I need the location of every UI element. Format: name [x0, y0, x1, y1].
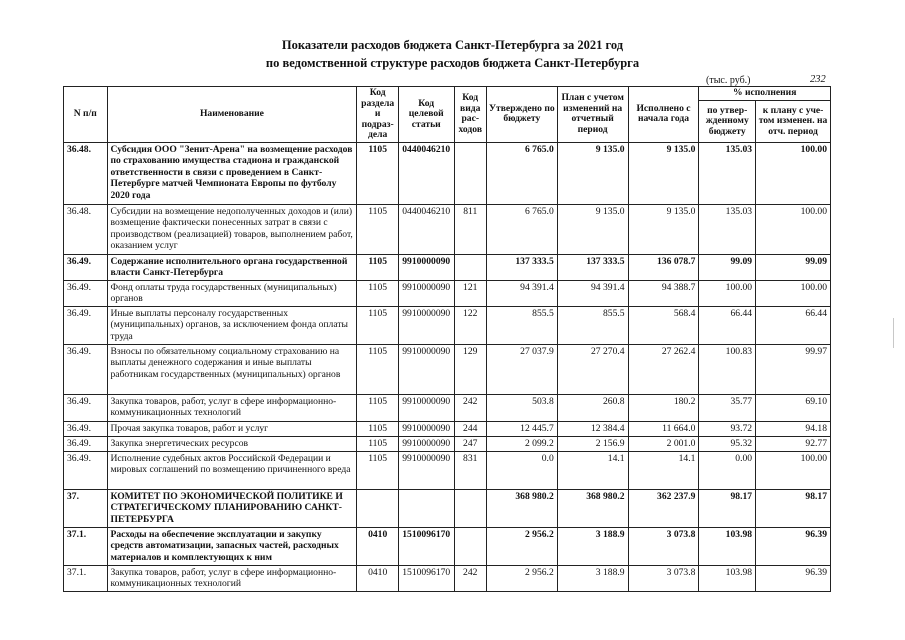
row-name: Прочая закупка товаров, работ и услуг: [107, 421, 357, 436]
row-approved: 94 391.4: [486, 280, 557, 306]
table-row: [64, 565, 831, 591]
table-row: [64, 394, 831, 421]
row-executed: 2 001.0: [628, 436, 699, 451]
row-target-code: [398, 489, 454, 527]
header-section-code: Код раздела и подраз-дела: [357, 87, 398, 143]
row-percent-approved: 135.03: [699, 204, 756, 254]
row-percent-approved: 100.00: [699, 280, 756, 306]
row-type-code: [454, 254, 486, 280]
row-percent-approved: 0.00: [699, 451, 756, 489]
row-executed: 94 388.7: [628, 280, 699, 306]
header-percent: % исполнения: [699, 87, 831, 101]
header-approved: Утверждено по бюджету: [486, 87, 557, 143]
row-number: 36.49.: [64, 280, 108, 306]
row-number: 37.: [64, 489, 108, 527]
row-section-code: 1105: [357, 436, 398, 451]
row-name: Фонд оплаты труда государственных (муниципальных) органов: [107, 280, 357, 306]
row-type-code: 129: [454, 344, 486, 394]
row-approved: 855.5: [486, 306, 557, 344]
units-label: (тыс. руб.): [706, 75, 751, 86]
row-executed: 9 135.0: [628, 204, 699, 254]
report-title-line-2: по ведомственной структуре расходов бюджета Санкт-Петербурга: [265, 56, 640, 70]
row-percent-approved: 135.03: [699, 142, 756, 204]
row-target-code: 9910000090: [398, 436, 454, 451]
row-percent-plan: 98.17: [756, 489, 831, 527]
row-percent-approved: 66.44: [699, 306, 756, 344]
row-target-code: 9910000090: [398, 451, 454, 489]
header-plan: План с учетом изменений на отчетный период: [557, 87, 628, 143]
row-approved: 2 956.2: [486, 527, 557, 565]
row-type-code: 244: [454, 421, 486, 436]
table-row: [64, 436, 831, 451]
row-target-code: 9910000090: [398, 280, 454, 306]
row-number: 36.49.: [64, 306, 108, 344]
row-name: Взносы по обязательному социальному страхованию на выплаты денежного содержания и иные выплаты работникам государственных (муниципальных) органов: [107, 344, 357, 394]
row-type-code: 121: [454, 280, 486, 306]
row-number: 36.49.: [64, 254, 108, 280]
row-percent-approved: 103.98: [699, 565, 756, 591]
row-percent-plan: 99.97: [756, 344, 831, 394]
row-section-code: 0410: [357, 565, 398, 591]
row-type-code: 247: [454, 436, 486, 451]
row-plan: 9 135.0: [557, 142, 628, 204]
row-plan: 12 384.4: [557, 421, 628, 436]
row-target-code: 9910000090: [398, 394, 454, 421]
row-name: КОМИТЕТ ПО ЭКОНОМИЧЕСКОЙ ПОЛИТИКЕ И СТРАТЕГИЧЕСКОМУ ПЛАНИРОВАНИЮ САНКТ-ПЕТЕРБУРГА: [107, 489, 357, 527]
row-target-code: 9910000090: [398, 254, 454, 280]
row-target-code: 0440046210: [398, 204, 454, 254]
row-type-code: 242: [454, 394, 486, 421]
row-percent-approved: 95.32: [699, 436, 756, 451]
row-type-code: [454, 527, 486, 565]
row-approved: 0.0: [486, 451, 557, 489]
row-target-code: 1510096170: [398, 565, 454, 591]
row-executed: 9 135.0: [628, 142, 699, 204]
table-row: [64, 142, 831, 204]
row-plan: 260.8: [557, 394, 628, 421]
header-percent-plan: к плану с уче-том изменен. на отч. период: [756, 101, 831, 142]
row-plan: 855.5: [557, 306, 628, 344]
row-approved: 2 956.2: [486, 565, 557, 591]
page-number: 232: [810, 74, 826, 85]
row-approved: 503.8: [486, 394, 557, 421]
row-number: 36.49.: [64, 344, 108, 394]
table-row: [64, 306, 831, 344]
row-section-code: 1105: [357, 344, 398, 394]
row-number: 36.49.: [64, 421, 108, 436]
row-percent-plan: 96.39: [756, 565, 831, 591]
row-percent-approved: 100.83: [699, 344, 756, 394]
row-plan: 137 333.5: [557, 254, 628, 280]
row-plan: 3 188.9: [557, 565, 628, 591]
row-executed: 3 073.8: [628, 527, 699, 565]
row-approved: 6 765.0: [486, 142, 557, 204]
row-section-code: 1105: [357, 306, 398, 344]
row-executed: 136 078.7: [628, 254, 699, 280]
row-section-code: 1105: [357, 421, 398, 436]
row-approved: 6 765.0: [486, 204, 557, 254]
table-row: [64, 527, 831, 565]
row-name: Субсидия ООО "Зенит-Арена" на возмещение расходов по страхованию имущества стадиона и гражданской ответственности в связи с проведением в Санкт-Петербурге матчей Чемпионата Европы по футболу 2020 года: [107, 142, 357, 204]
row-percent-plan: 99.09: [756, 254, 831, 280]
row-section-code: 0410: [357, 527, 398, 565]
row-executed: 180.2: [628, 394, 699, 421]
row-approved: 27 037.9: [486, 344, 557, 394]
row-approved: 12 445.7: [486, 421, 557, 436]
row-percent-plan: 100.00: [756, 280, 831, 306]
row-number: 36.49.: [64, 394, 108, 421]
table-row: [64, 344, 831, 394]
row-plan: 3 188.9: [557, 527, 628, 565]
row-type-code: 831: [454, 451, 486, 489]
row-section-code: 1105: [357, 394, 398, 421]
header-percent-approved: по утвер-жденному бюджету: [699, 101, 756, 142]
row-type-code: [454, 489, 486, 527]
row-number: 37.1.: [64, 565, 108, 591]
header-name: Наименование: [107, 87, 357, 143]
row-percent-approved: 99.09: [699, 254, 756, 280]
row-name: Закупка товаров, работ, услуг в сфере информационно-коммуникационных технологий: [107, 565, 357, 591]
row-percent-plan: 100.00: [756, 142, 831, 204]
row-percent-plan: 69.10: [756, 394, 831, 421]
budget-table: [63, 86, 831, 592]
row-percent-approved: 103.98: [699, 527, 756, 565]
table-body: [64, 142, 831, 592]
row-executed: 14.1: [628, 451, 699, 489]
table-row: [64, 254, 831, 280]
row-type-code: 122: [454, 306, 486, 344]
header-num: N п/п: [64, 87, 108, 143]
row-percent-approved: 98.17: [699, 489, 756, 527]
row-percent-plan: 92.77: [756, 436, 831, 451]
row-executed: 568.4: [628, 306, 699, 344]
row-number: 36.49.: [64, 451, 108, 489]
row-name: Закупка энергетических ресурсов: [107, 436, 357, 451]
table-row: [64, 489, 831, 527]
row-name: Расходы на обеспечение эксплуатации и закупку средств автоматизации, запасных частей, расходных материалов и комплектующих к ним: [107, 527, 357, 565]
row-target-code: 1510096170: [398, 527, 454, 565]
row-name: Исполнение судебных актов Российской Федерации и мировых соглашений по возмещению причиненного вреда: [107, 451, 357, 489]
table-row: [64, 451, 831, 489]
row-type-code: [454, 142, 486, 204]
row-executed: 27 262.4: [628, 344, 699, 394]
row-type-code: 242: [454, 565, 486, 591]
row-section-code: [357, 489, 398, 527]
row-number: 37.1.: [64, 527, 108, 565]
row-name: Содержание исполнительного органа государственной власти Санкт-Петербурга: [107, 254, 357, 280]
row-approved: 368 980.2: [486, 489, 557, 527]
row-section-code: 1105: [357, 451, 398, 489]
row-name: Закупка товаров, работ, услуг в сфере информационно-коммуникационных технологий: [107, 394, 357, 421]
row-plan: 9 135.0: [557, 204, 628, 254]
row-section-code: 1105: [357, 254, 398, 280]
row-section-code: 1105: [357, 204, 398, 254]
row-target-code: 9910000090: [398, 306, 454, 344]
row-percent-plan: 96.39: [756, 527, 831, 565]
row-plan: 368 980.2: [557, 489, 628, 527]
row-plan: 27 270.4: [557, 344, 628, 394]
row-plan: 2 156.9: [557, 436, 628, 451]
row-target-code: 9910000090: [398, 421, 454, 436]
row-number: 36.48.: [64, 142, 108, 204]
row-number: 36.49.: [64, 436, 108, 451]
row-number: 36.48.: [64, 204, 108, 254]
row-percent-plan: 66.44: [756, 306, 831, 344]
row-target-code: 0440046210: [398, 142, 454, 204]
row-percent-plan: 100.00: [756, 451, 831, 489]
row-name: Субсидии на возмещение недополученных доходов и (или) возмещение фактически понесенных затрат в связи с производством (реализацией) товаров, выполнением работ, оказанием услуг: [107, 204, 357, 254]
scan-artifact: [893, 318, 894, 348]
row-name: Иные выплаты персоналу государственных (муниципальных) органов, за исключением фонда оплаты труда: [107, 306, 357, 344]
row-type-code: 811: [454, 204, 486, 254]
header-expense-type-code: Код вида рас-ходов: [454, 87, 486, 143]
row-percent-plan: 100.00: [756, 204, 831, 254]
row-target-code: 9910000090: [398, 344, 454, 394]
row-executed: 11 664.0: [628, 421, 699, 436]
row-approved: 137 333.5: [486, 254, 557, 280]
row-executed: 3 073.8: [628, 565, 699, 591]
report-title-line-1: Показатели расходов бюджета Санкт-Петербурга за 2021 год: [281, 38, 624, 52]
header-target-code: Код целевой статьи: [398, 87, 454, 143]
table-row: [64, 280, 831, 306]
row-plan: 14.1: [557, 451, 628, 489]
row-section-code: 1105: [357, 142, 398, 204]
header-executed: Исполнено с начала года: [628, 87, 699, 143]
table-row: [64, 421, 831, 436]
row-plan: 94 391.4: [557, 280, 628, 306]
row-section-code: 1105: [357, 280, 398, 306]
row-percent-plan: 94.18: [756, 421, 831, 436]
row-executed: 362 237.9: [628, 489, 699, 527]
table-row: [64, 204, 831, 254]
row-percent-approved: 35.77: [699, 394, 756, 421]
row-approved: 2 099.2: [486, 436, 557, 451]
row-percent-approved: 93.72: [699, 421, 756, 436]
